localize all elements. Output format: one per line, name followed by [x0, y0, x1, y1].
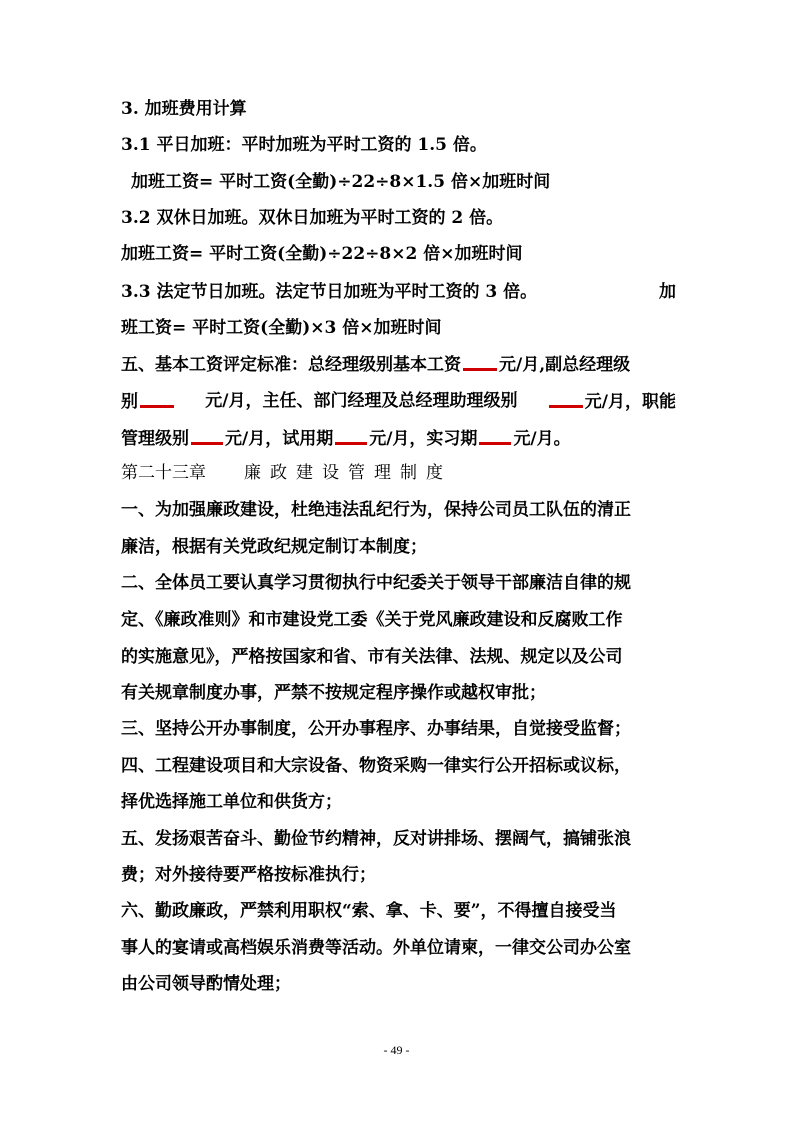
- chapter-number: 第二十三章: [121, 463, 206, 483]
- chapter-heading: [121, 461, 452, 485]
- salary-segment: [121, 389, 176, 414]
- salary-text: 元/月，职能: [584, 392, 676, 412]
- salary-text: 五、基本工资评定标准：总经理级别基本工资: [121, 355, 461, 375]
- clause-3-1: 3.1 平日加班：平时加班为平时工资的 1.5 倍。: [121, 135, 487, 155]
- blank-director: [549, 389, 583, 408]
- chapter-title: 廉政建设管理制度: [244, 463, 452, 483]
- blank-general-manager: [463, 352, 497, 371]
- section-3-title: 3. 加班费用计算: [121, 99, 247, 119]
- salary-text: 元/月。: [513, 429, 571, 449]
- formula-3-2: 加班工资= 平时工资(全勤)÷22÷8×2 倍×加班时间: [121, 244, 523, 264]
- blank-functional-mgmt: [191, 426, 223, 445]
- item-2-line-1: 二、全体员工要认真学习贯彻执行中纪委关于领导干部廉洁自律的规: [121, 573, 631, 593]
- item-4-line-2: 择优选择施工单位和供货方；: [121, 792, 342, 812]
- item-2-line-3: 的实施意见》，严格按国家和省、市有关法律、法规、规定以及公司: [121, 647, 623, 667]
- item-4-line-1: 四、工程建设项目和大宗设备、物资采购一律实行公开招标或议标，: [121, 756, 631, 776]
- clause-3-3: 3.3 法定节日加班。法定节日加班为平时工资的 3 倍。: [121, 282, 538, 302]
- salary-text: 管理级别: [121, 429, 189, 449]
- salary-line-2: [121, 389, 676, 414]
- salary-line-1: [121, 352, 676, 377]
- salary-line-3: [121, 426, 676, 451]
- item-6-line-2: 事人的宴请或高档娱乐消费等活动。外单位请柬，一律交公司办公室: [121, 938, 631, 958]
- clause-3-2: 3.2 双休日加班。双休日加班为平时工资的 2 倍。: [121, 208, 504, 228]
- formula-3-3: 班工资= 平时工资(全勤)×3 倍×加班时间: [121, 318, 442, 338]
- salary-text: 元/月，试用期: [225, 429, 334, 449]
- clause-3-3-line: [121, 280, 676, 304]
- blank-internship: [479, 426, 511, 445]
- clause-3-3-wrap: 加: [659, 282, 676, 302]
- page-number: - 49 -: [383, 1043, 410, 1057]
- item-5-line-2: 费；对外接待要严格按标准执行；: [121, 865, 376, 885]
- item-2-line-2: 定、《廉政准则》和市建设党工委《关于党风廉政建设和反腐败工作: [121, 610, 623, 630]
- item-1-line-1: [121, 498, 676, 522]
- formula-3-1: 加班工资= 平时工资(全勤)÷22÷8×1.5 倍×加班时间: [131, 172, 551, 192]
- item-3: 三、坚持公开办事制度，公开办事程序、办事结果，自觉接受监督；: [121, 719, 631, 739]
- item-6-line-3: 由公司领导酌情处理；: [121, 974, 291, 994]
- blank-probation: [335, 426, 367, 445]
- item-5-line-1: 五、发扬艰苦奋斗、勤俭节约精神，反对讲排场、摆阔气，搞铺张浪: [121, 829, 631, 849]
- salary-segment: [547, 389, 676, 414]
- salary-text: 元/月,副总经理级: [499, 355, 631, 375]
- item-text: 一、为加强廉政建设，杜绝违法乱纪行为，保持公司员工队伍的清正: [121, 500, 631, 520]
- item-1-line-2: 廉洁，根据有关党政纪规定制订本制度；: [121, 537, 427, 557]
- item-2-line-4: 有关规章制度办事，严禁不按规定程序操作或越权审批；: [121, 683, 546, 703]
- salary-text: 元/月，主任、部门经理及总经理助理级别: [205, 391, 518, 411]
- item-6-line-1: 六、勤政廉政，严禁利用职权“索、拿、卡、要”，不得擅自接受当: [121, 901, 617, 921]
- blank-deputy-gm: [140, 389, 174, 408]
- salary-text: 别: [121, 392, 138, 412]
- salary-text: 元/月，实习期: [369, 429, 478, 449]
